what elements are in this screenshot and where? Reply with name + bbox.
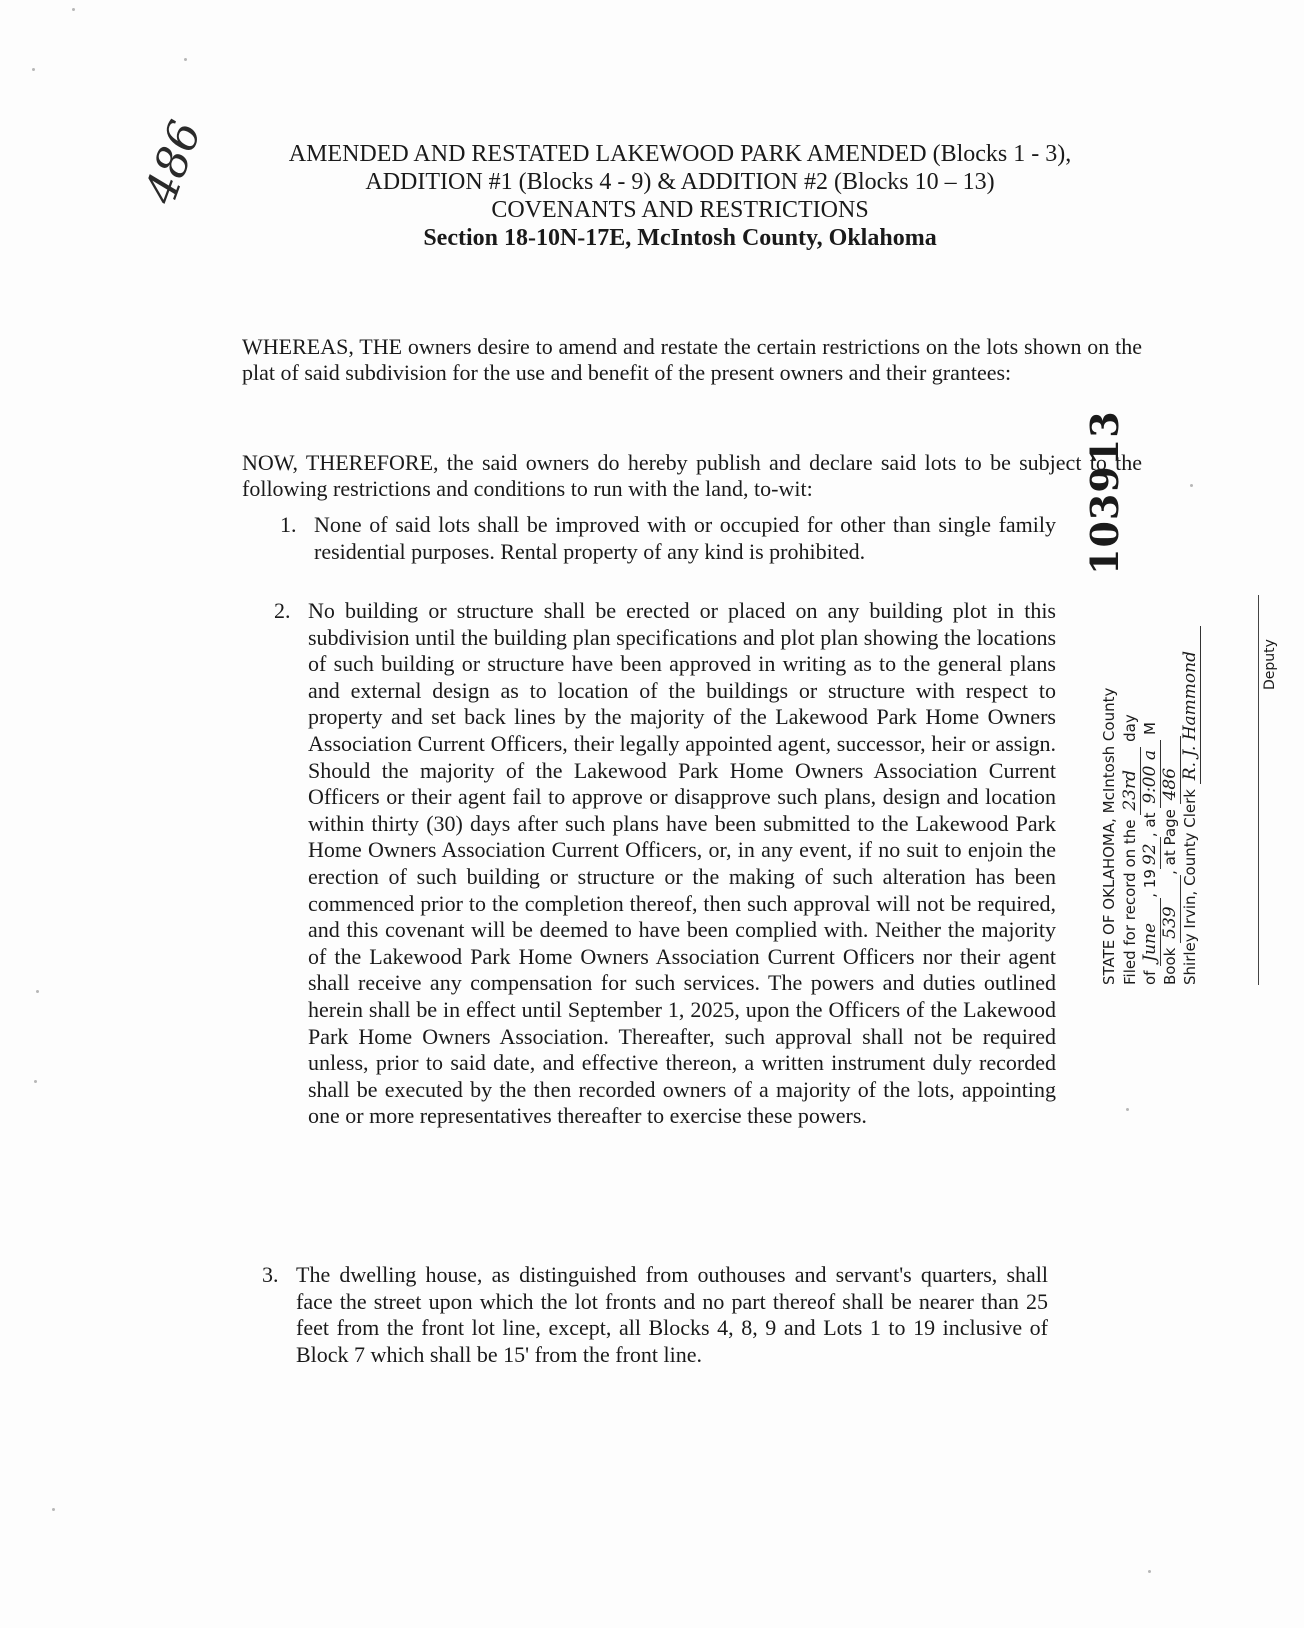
stamp-of-label: of — [1141, 970, 1159, 985]
scan-speck — [1148, 1570, 1151, 1573]
scan-speck — [72, 8, 75, 11]
stamp-filed-label: Filed for record on the — [1121, 819, 1139, 985]
stamp-book: 539 — [1160, 875, 1181, 943]
title-line-1: AMENDED AND RESTATED LAKEWOOD PARK AMENDED (Blocks 1 - 3), — [288, 141, 1072, 167]
stamp-year: 92 — [1140, 837, 1161, 869]
stamp-m-label: M — [1141, 722, 1159, 735]
stamp-page-label: , at Page — [1161, 809, 1179, 875]
stamp-deputy-signature: R. J. Hammond — [1180, 626, 1201, 784]
scan-speck — [184, 58, 187, 61]
stamp-year-prefix: , 19 — [1141, 869, 1159, 898]
stamp-day-label: day — [1121, 714, 1139, 742]
stamp-state-text: STATE OF OKLAHOMA, McIntosh County — [1100, 687, 1118, 985]
title-line-4: Section 18-10N-17E, McIntosh County, Oklahoma — [423, 225, 937, 251]
now-therefore-paragraph: NOW, THEREFORE, the said owners do hereby publish and declare said lots to be subject to the following restrictions and conditions to run with the land, to-wit: — [242, 450, 1142, 501]
restriction-item — [262, 1262, 1048, 1368]
stamp-at-label: , at — [1141, 812, 1159, 838]
stamp-month: June — [1140, 898, 1161, 966]
item-text: The dwelling house, as distinguished from outhouses and servant's quarters, shall face the street upon which the lot fronts and no part thereof shall be nearer than 25 feet from the front lot line, except, all Blocks 4, 8, 9 and Lots 1 to 19 inclusive of Block 7 which shall be 15' from the front line. — [296, 1262, 1048, 1367]
stamp-page: 486 — [1160, 736, 1181, 804]
stamp-filed-line — [1120, 714, 1141, 985]
scan-speck — [32, 68, 35, 71]
stamp-time: 9:00 a — [1140, 740, 1161, 808]
restriction-item — [280, 512, 1056, 565]
stamp-book-label: Book — [1161, 947, 1179, 985]
item-number: 1. — [280, 512, 297, 537]
handwritten-page-number: 486 — [134, 114, 212, 211]
scan-speck — [1190, 484, 1193, 487]
stamp-clerk-line — [1180, 626, 1201, 985]
scan-speck — [1126, 1108, 1129, 1111]
deputy-signature-line — [1258, 595, 1259, 985]
stamp-deputy-label: Deputy — [1262, 639, 1278, 690]
restriction-item — [274, 598, 1056, 1130]
stamp-state-line — [1100, 688, 1118, 985]
document-title — [200, 140, 1160, 252]
scan-speck — [34, 1080, 37, 1083]
stamp-filed-day: 23rd — [1120, 747, 1141, 815]
stamp-book-line — [1160, 736, 1181, 985]
item-number: 3. — [262, 1262, 279, 1287]
item-number: 2. — [274, 598, 291, 623]
item-text: No building or structure shall be erected or placed on any building plot in this subdivision until the building plan specifications and plot plan showing the locations of such building or structure have been approved in writing as to the general plans and external design as to location of the buildings or structure with respect to property and set back lines by the majority of the Lakewood Park Home Owners Association Current Officers, their legally appointed agent, successor, heir or assign. Should the majority of the Lakewood Park Home Owners Association Current Officers or their agent fail to approve or disapprove such plans, design and location within thirty (30) days after such plans have been submitted to the Lakewood Park Home Owners Association Current Officers, or, in any event, if no suit to enjoin the erection of such building or structure or the making of such alteration has been commenced prior to the completion thereof, then such approval will not be required, and this covenant will be deemed to have been complied with. Neither the majority of the Lakewood Park Home Owners Association Current Officers nor their agent shall receive any compensation for such services. The powers and duties outlined herein shall be in effect until September 1, 2025, upon the Officers of the Lakewood Park Home Owners Association. Thereafter, such approval shall not be required unless, prior to said date, and effective thereon, a written instrument duly recorded shall be executed by the then recorded owners of a majority of the lots, appointing one or more representatives thereafter to exercise these powers. — [308, 598, 1056, 1129]
title-line-2: ADDITION #1 (Blocks 4 - 9) & ADDITION #2 (Blocks 10 – 13) — [365, 169, 995, 195]
title-line-3: COVENANTS AND RESTRICTIONS — [491, 197, 869, 223]
stamp-clerk: Shirley Irvin, County Clerk — [1181, 789, 1199, 985]
item-text: None of said lots shall be improved with or occupied for other than single family residential purposes. Rental property of any kind is prohibited. — [314, 512, 1056, 564]
stamp-date-line — [1140, 722, 1161, 985]
whereas-paragraph: WHEREAS, THE owners desire to amend and restate the certain restrictions on the lots shown on the plat of said subdivision for the use and benefit of the present owners and their grantees: — [242, 334, 1142, 385]
scan-speck — [36, 990, 39, 993]
scan-speck — [52, 1508, 55, 1511]
recording-number: 103913 — [1082, 410, 1127, 575]
